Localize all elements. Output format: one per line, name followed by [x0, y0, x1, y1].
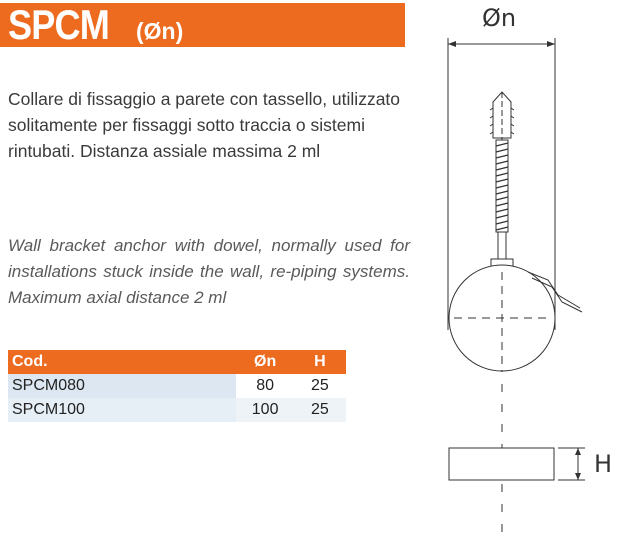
cell-diameter: 80	[236, 374, 293, 398]
product-title-suffix: (Øn)	[136, 18, 184, 44]
table-row	[8, 374, 346, 398]
cell-diameter: 100	[236, 398, 293, 422]
product-code-title: SPCM	[8, 1, 109, 48]
table-row	[8, 398, 346, 422]
header-code: Cod.	[8, 350, 236, 374]
collar-ring-icon	[449, 265, 582, 372]
title-bar	[0, 3, 405, 47]
cell-height: 25	[294, 374, 346, 398]
product-table	[8, 350, 346, 422]
threaded-rod-icon	[491, 140, 513, 269]
cell-height: 25	[294, 398, 346, 422]
header-diameter: Øn	[236, 350, 293, 374]
cell-code: SPCM100	[8, 398, 236, 422]
diameter-label: Øn	[482, 4, 517, 32]
header-height: H	[294, 350, 346, 374]
table-header-row	[8, 350, 346, 374]
description-english: Wall bracket anchor with dowel, normally used for installations stuck inside the wall, re-piping systems. Maximum axial distance 2 ml	[8, 236, 410, 307]
height-label: H	[594, 450, 613, 478]
cell-code: SPCM080	[8, 374, 236, 398]
height-side-view	[449, 448, 585, 480]
dowel-icon	[490, 92, 514, 140]
description-italian: Collare di fissaggio a parete con tassello, utilizzato solitamente per fissaggi sotto traccia o sistemi rintubati. Distanza assiale massima 2 ml	[8, 89, 401, 161]
